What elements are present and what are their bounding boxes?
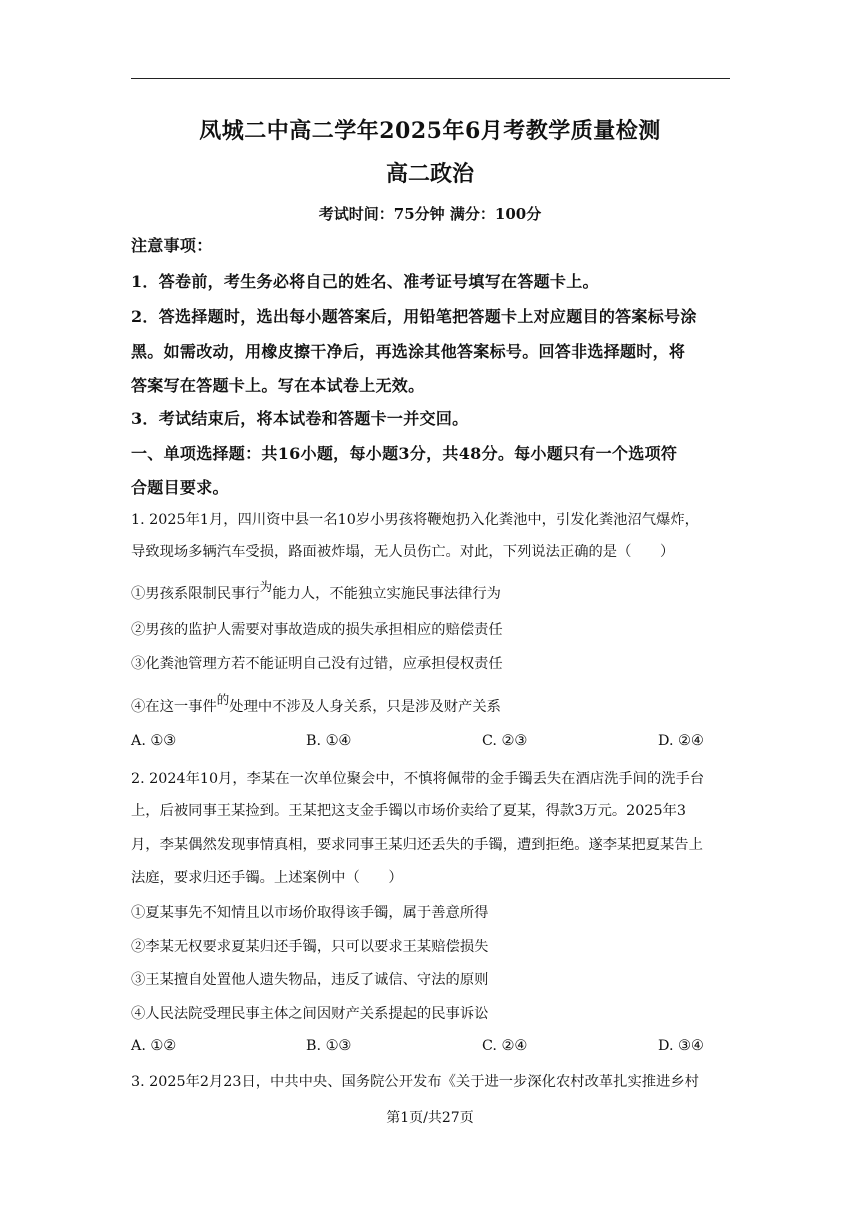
note-line: 答案写在答题卡上。写在本试卷上无效。 [131,376,425,395]
q1-option-b: B. ①④ [306,733,352,749]
q1-option-a: A. ①③ [131,733,177,749]
q2-option-b: B. ①③ [306,1038,352,1054]
q2-option-d: D. ③④ [658,1038,704,1054]
q1-statement-4: ④在这一事件的处理中不涉及人身关系，只是涉及财产关系 [131,692,501,715]
exam-info: 考试时间：75分钟 满分：100分 [318,205,542,223]
q2-option-a: A. ①② [131,1038,177,1054]
q2-stem-line: 上，后被同事王某捡到。王某把这支金手镯以市场价卖给了夏某，得款3万元。2025年3 [131,803,686,819]
exam-subject: 高二政治 [385,161,474,187]
q1-statement-3: ③化粪池管理方若不能证明自己没有过错，应承担侵权责任 [131,656,503,672]
q2-statement-1: ①夏某事先不知情且以市场价取得该手镯，属于善意所得 [131,905,489,921]
note-line: 2．答选择题时，选出每小题答案后，用铅笔把答题卡上对应题目的答案标号涂 [131,307,697,326]
notes-heading: 注意事项： [131,236,213,255]
q3-stem-line: 3. 2025年2月23日，中共中央、国务院公开发布《关于进一步深化农村改革扎实推进乡村 [131,1074,699,1090]
q1-option-d: D. ②④ [658,733,704,749]
q2-statement-2: ②李某无权要求夏某归还手镯，只可以要求王某赔偿损失 [131,939,489,955]
q1-statement-1: ①男孩系限制民事行为能力人，不能独立实施民事法律行为 [131,579,501,602]
q1-stem-line: 1. 2025年1月，四川资中县一名10岁小男孩将鞭炮扔入化粪池中，引发化粪池沼气爆炸， [131,512,699,528]
q2-stem-line: 2. 2024年10月，李某在一次单位聚会中，不慎将佩带的金手镯丢失在酒店洗手间的洗手台 [131,771,705,787]
note-line: 3．考试结束后，将本试卷和答题卡一并交回。 [131,409,469,428]
page-number: 第1页/共27页 [386,1110,474,1126]
header-rule [131,78,730,79]
q2-option-c: C. ②④ [482,1038,528,1054]
note-line: 1．答卷前，考生务必将自己的姓名、准考证号填写在答题卡上。 [131,272,599,291]
q2-statement-4: ④人民法院受理民事主体之间因财产关系提起的民事诉讼 [131,1006,489,1022]
exam-title: 凤城二中高二学年2025年6月考教学质量检测 [199,118,661,144]
q1-stem-line: 导致现场多辆汽车受损，路面被炸塌，无人员伤亡。对此，下列说法正确的是（ ） [131,544,675,560]
section-heading: 一、单项选择题：共16小题，每小题3分，共48分。每小题只有一个选项符 [131,444,678,463]
section-heading-cont: 合题目要求。 [131,478,229,497]
q1-statement-2: ②男孩的监护人需要对事故造成的损失承担相应的赔偿责任 [131,622,503,638]
q2-stem-line: 法庭，要求归还手镯。上述案例中（ ） [131,870,403,886]
q1-option-c: C. ②③ [482,733,528,749]
note-line: 黑。如需改动，用橡皮擦干净后，再选涂其他答案标号。回答非选择题时，将 [131,342,686,361]
q2-statement-3: ③王某擅自处置他人遗失物品，违反了诚信、守法的原则 [131,972,489,988]
q2-stem-line: 月，李某偶然发现事情真相，要求同事王某归还丢失的手镯，遭到拒绝。遂李某把夏某告上 [131,837,703,853]
